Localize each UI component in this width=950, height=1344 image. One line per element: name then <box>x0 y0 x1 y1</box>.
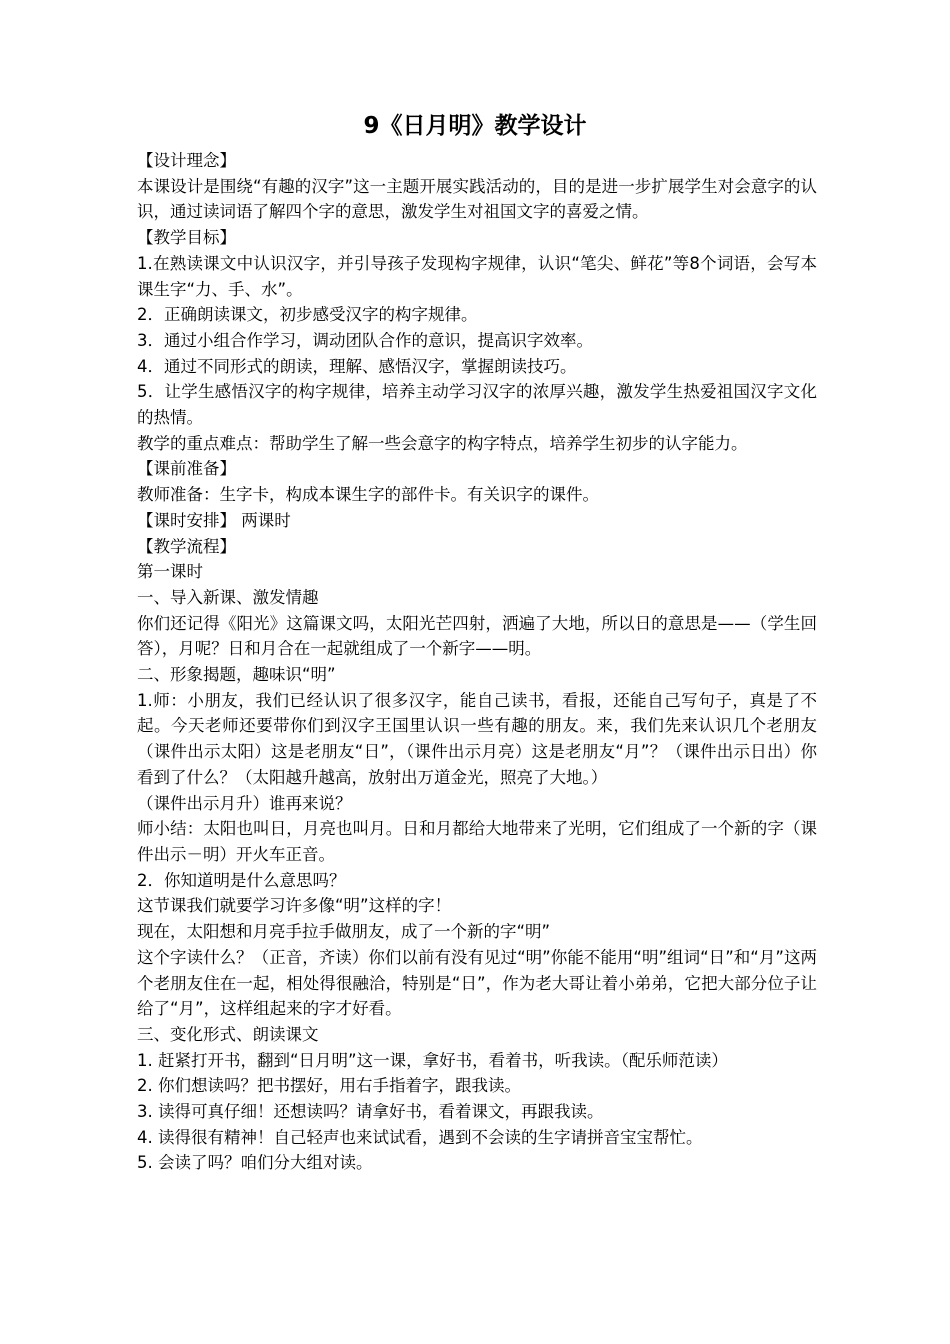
section-heading: 【设计理念】 <box>137 151 236 170</box>
paragraph: 你们还记得《阳光》这篇课文吗，太阳光芒四射，洒遍了大地，所以日的意思是——（学生回答），月呢？日和月合在一起就组成了一个新字——明。 <box>137 613 817 659</box>
subheading: 一、导入新课、激发情趣 <box>137 587 319 607</box>
paragraph: 师小结：太阳也叫日，月亮也叫月。日和月都给大地带来了光明，它们组成了一个新的字（课件出示－明）开火车正音。 <box>137 819 817 864</box>
paragraph: 这个字读什么？（正音，齐读）你们以前有没有见过“明”你能不能用“明”组词“日”和“月”这两个老朋友住在一起，相处得很融洽，特别是“日”，作为老大哥让着小弟弟，它把大部分位子让给了“月”，这样组起来的字才好看。 <box>137 947 817 1019</box>
list-item: 2．正确朗读课文，初步感受汉字的构字规律。 <box>137 305 478 325</box>
list-item: 5. 会读了吗？咱们分大组对读。 <box>137 1153 373 1173</box>
subheading: 二、形象揭题，趣味识“明” <box>137 665 336 685</box>
list-item: 3．通过小组合作学习，调动团队合作的意识，提高识字效率。 <box>137 330 593 350</box>
list-item: 2. 你们想读吗？把书摆好，用右手指着字，跟我读。 <box>137 1076 521 1096</box>
section-heading: 【教学目标】 <box>137 228 236 248</box>
paragraph: （课件出示月升）谁再来说？ <box>137 793 352 813</box>
list-item: 1.在熟读课文中认识汉字，并引导孩子发现构字规律，认识“笔尖、鲜花”等8个词语，会写本课生字“力、手、水”。 <box>137 253 817 299</box>
subheading: 三、变化形式、朗读课文 <box>137 1024 319 1044</box>
paragraph: 2．你知道明是什么意思吗？ <box>137 870 346 890</box>
list-item: 1. 赶紧打开书，翻到“日月明”这一课，拿好书，看着书，听我读。（配乐师范读） <box>137 1050 728 1070</box>
list-item: 3. 读得可真仔细！还想读吗？请拿好书，看着课文，再跟我读。 <box>137 1102 604 1122</box>
list-item: 4．通过不同形式的朗读，理解、感悟汉字，掌握朗读技巧。 <box>137 356 577 376</box>
section-heading: 【教学流程】 <box>137 536 236 556</box>
paragraph: 第一课时 <box>137 562 203 582</box>
document-body <box>137 148 817 1176</box>
paragraph: 教学的重点难点：帮助学生了解一些会意字的构字特点，培养学生初步的认字能力。 <box>137 433 748 453</box>
paragraph: 现在，太阳想和月亮手拉手做朋友，成了一个新的字“明” <box>137 922 551 942</box>
list-item: 4. 读得很有精神！自己轻声也来试试看，遇到不会读的生字请拼音宝宝帮忙。 <box>137 1127 703 1147</box>
section-heading: 【课前准备】 <box>137 459 236 479</box>
section-heading: 【课时安排】 两课时 <box>137 510 291 530</box>
document-title: 9《日月明》教学设计 <box>363 113 587 139</box>
paragraph: 1.师：小朋友，我们已经认识了很多汉字，能自己读书，看报，还能自己写句子，真是了不起。今天老师还要带你们到汉字王国里认识一些有趣的朋友。来，我们先来认识几个老朋友（课件出示太阳）这是老朋友“日”，（课件出示月亮）这是老朋友“月”？（课件出示日出）你看到了什么？（太阳越升越高，放射出万道金光，照亮了大地。） <box>137 690 817 787</box>
list-item: 5．让学生感悟汉字的构字规律，培养主动学习汉字的浓厚兴趣，激发学生热爱祖国汉字文化的热情。 <box>137 382 817 428</box>
paragraph: 本课设计是围绕“有趣的汉字”这一主题开展实践活动的，目的是进一步扩展学生对会意字的认识，通过读词语了解四个字的意思，激发学生对祖国文字的喜爱之情。 <box>137 176 817 222</box>
paragraph: 这节课我们就要学习许多像“明”这样的字！ <box>137 896 452 916</box>
paragraph: 教师准备：生字卡，构成本课生字的部件卡。有关识字的课件。 <box>137 485 599 505</box>
